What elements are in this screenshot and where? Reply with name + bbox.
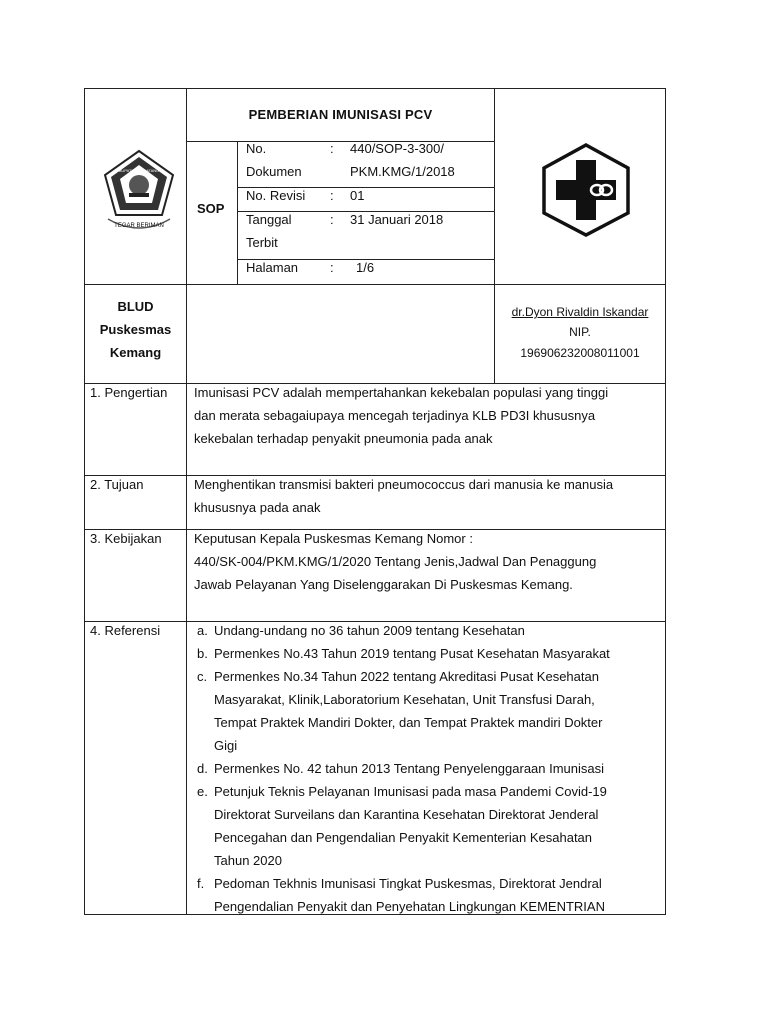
logo-bottom-text: SAVANA [128,199,150,205]
ref-d-line-1: Permenkes No. 42 tahun 2013 Tentang Penyelenggaraan Imunisasi [214,761,605,776]
divider [237,141,238,284]
section-tujuan-line-1: Menghentikan transmisi bakteri pneumococcus dari manusia ke manusia [194,477,614,492]
ref-c-line-3: Tempat Praktek Mandiri Dokter, dan Tempat Praktek mandiri Dokter [214,715,603,730]
ref-e-line-4: Tahun 2020 [214,853,282,868]
divider [186,141,495,142]
divider [84,284,666,285]
ref-e-line-3: Pencegahan dan Pengendalian Penyakit Kementerian Kesahatan [214,830,593,845]
ref-e-line-1: Petunjuk Teknis Pelayanan Imunisasi pada masa Pandemi Covid-19 [214,784,607,799]
divider [494,88,495,284]
ref-e-line-2: Direktorat Surveilans dan Karantina Kesehatan Direktorat Jenderal [214,807,599,822]
ref-marker-b: b. [197,646,208,661]
section-tujuan-label: 2. Tujuan [90,477,144,492]
ref-f-line-1: Pedoman Tekhnis Imunisasi Tingkat Puskesmas, Direktorat Jendral [214,876,602,891]
section-pengertian-line-1: Imunisasi PCV adalah mempertahankan kekebalan populasi yang tinggi [194,385,609,400]
field-colon: : [330,188,334,203]
puskesmas-logo [540,142,632,238]
field-tanggal-label-1: Tanggal [246,212,292,227]
ref-f-line-2: Pengendalian Penyakit dan Penyehatan Lingkungan KEMENTRIAN [214,899,605,914]
logo-motto: TEGAR BERIMAN [114,223,164,229]
section-kebijakan-label: 3. Kebijakan [90,531,162,546]
nip-value: 196906232008011001 [520,346,640,360]
org-line-1: BLUD [117,299,154,314]
regency-logo [100,145,178,237]
section-kebijakan-line-2: 440/SK-004/PKM.KMG/1/2020 Tentang Jenis,Jadwal Dan Penaggung [194,554,597,569]
ref-b-line-1: Permenkes No.43 Tahun 2019 tentang Pusat Kesehatan Masyarakat [214,646,610,661]
ref-marker-d: d. [197,761,208,776]
field-tanggal-label-2: Terbit [246,235,278,250]
sop-label: SOP [197,201,225,216]
section-pengertian-line-2: dan merata sebagaiupaya mencegah terjadinya KLB PD3I khususnya [194,408,596,423]
field-colon: : [330,141,334,156]
ref-marker-a: a. [197,623,208,638]
table-border-top [84,88,666,89]
signer-name: dr.Dyon Rivaldin Iskandar [511,305,649,319]
org-line-2: Puskesmas [99,322,172,337]
section-kebijakan-line-1: Keputusan Kepala Puskesmas Kemang Nomor : [194,531,473,546]
ref-a-line-1: Undang-undang no 36 tahun 2009 tentang Kesehatan [214,623,525,638]
section-tujuan-line-2: khususnya pada anak [194,500,321,515]
ref-marker-c: c. [197,669,208,684]
field-no-dokumen-value-1: 440/SOP-3-300/ [350,141,444,156]
logo-top-text: BUPATI DAN DATANG [118,168,160,173]
nip-label: NIP. [569,325,591,339]
ref-c-line-1: Permenkes No.34 Tahun 2022 tentang Akreditasi Pusat Kesehatan [214,669,599,684]
divider [186,88,187,915]
field-colon: : [330,212,334,227]
section-referensi-label: 4. Referensi [90,623,161,638]
table-border-left [84,88,85,915]
section-kebijakan-line-3: Jawab Pelayanan Yang Diselenggarakan Di Puskesmas Kemang. [194,577,573,592]
section-pengertian-label: 1. Pengertian [90,385,168,400]
org-line-3: Kemang [109,345,162,360]
ref-c-line-2: Masyarakat, Klinik,Laboratorium Kesehatan, Unit Transfusi Darah, [214,692,595,707]
table-border-right [665,88,666,915]
field-colon: : [330,260,334,275]
puskesmas-hexagon-icon [540,142,632,238]
section-pengertian-line-3: kekebalan terhadap penyakit pneumonia pada anak [194,431,493,446]
field-halaman-label: Halaman [246,260,299,275]
field-no-dokumen-label-1: No. [246,141,267,156]
field-tanggal-value: 31 Januari 2018 [350,212,444,227]
field-no-revisi-label: No. Revisi [246,188,306,203]
ref-c-line-4: Gigi [214,738,238,753]
ref-marker-e: e. [197,784,208,799]
field-no-dokumen-value-2: PKM.KMG/1/2018 [350,164,455,179]
field-halaman-value: 1/6 [356,260,375,275]
document-title: PEMBERIAN IMUNISASI PCV [248,107,433,122]
ref-marker-f: f. [197,876,205,891]
field-no-dokumen-label-2: Dokumen [246,164,302,179]
field-no-revisi-value: 01 [350,188,365,203]
